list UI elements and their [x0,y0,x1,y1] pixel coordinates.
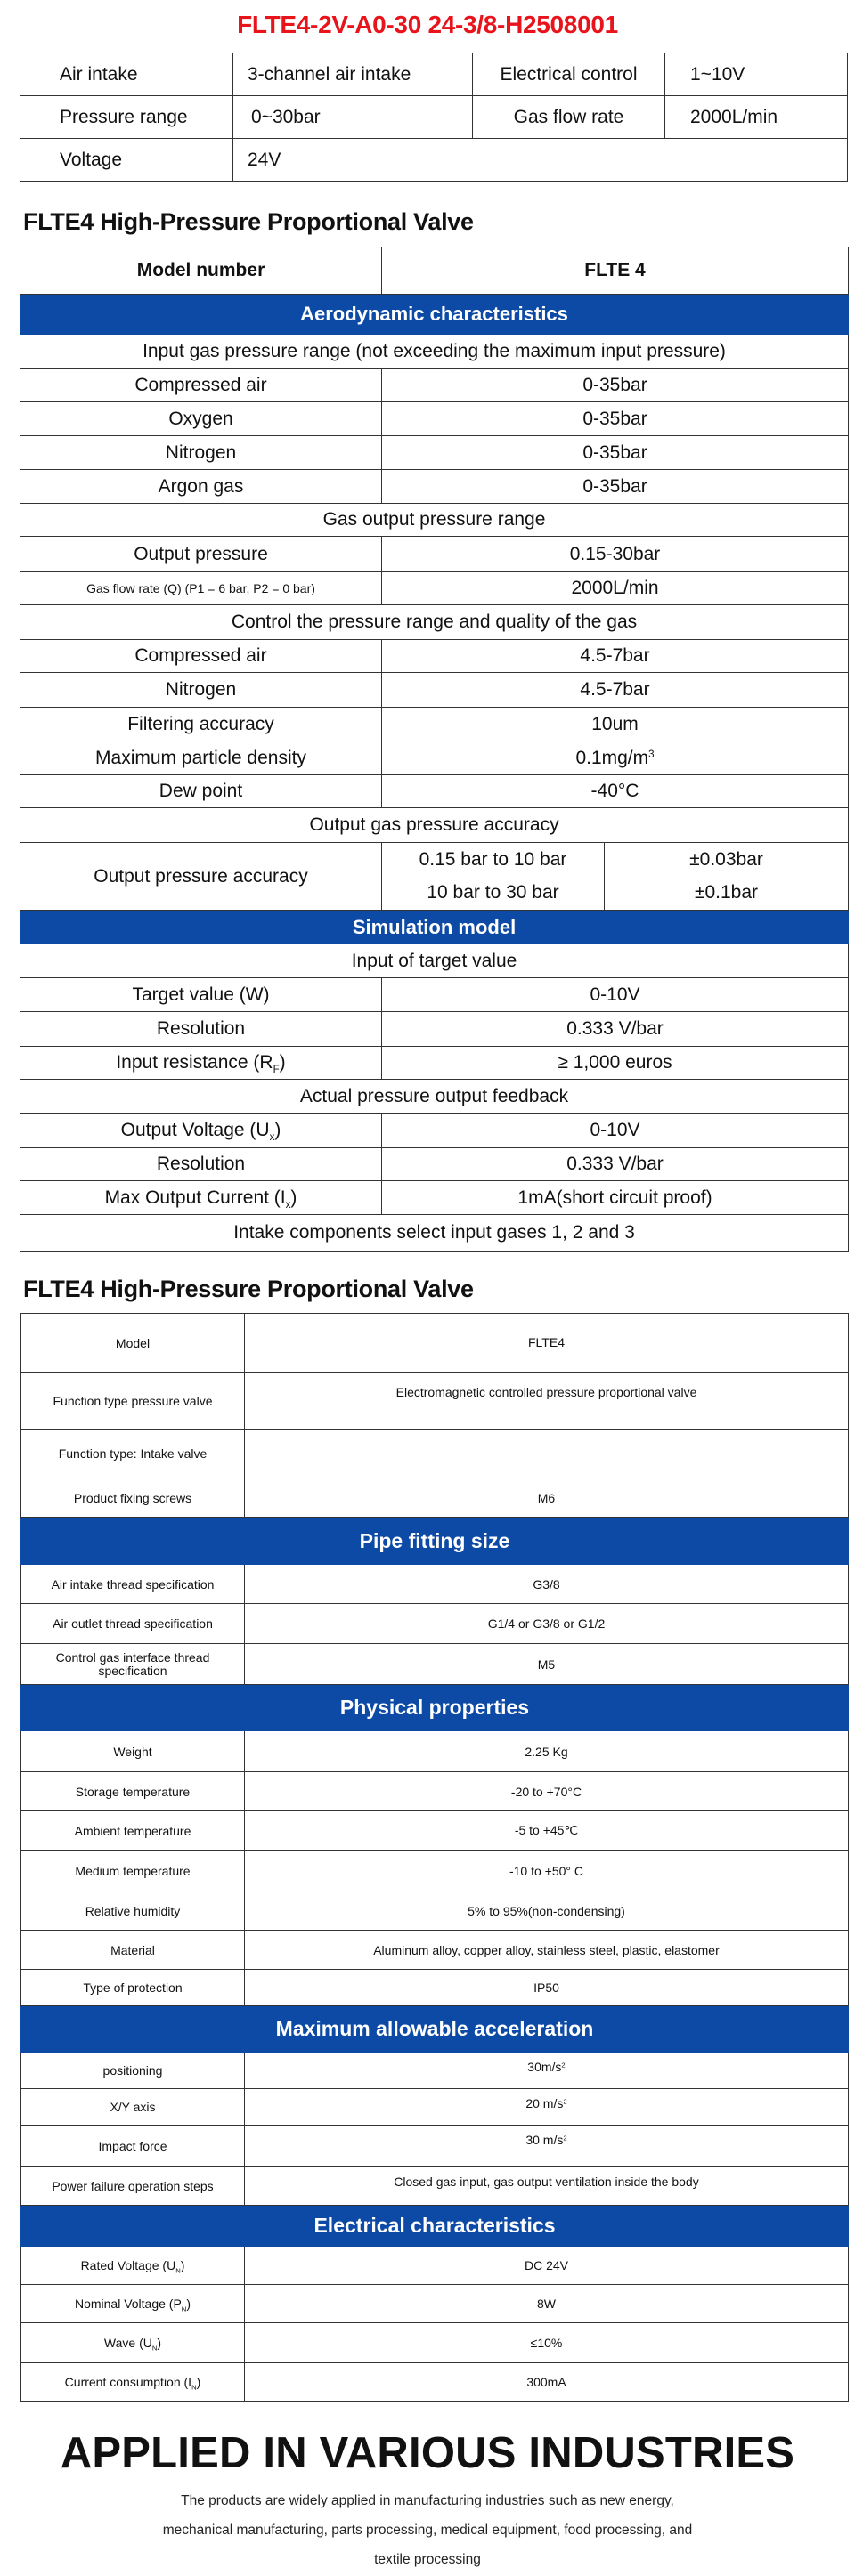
summary-label: Gas flow rate [473,96,665,139]
table-row [21,1811,849,1851]
table-row [21,2126,849,2167]
row-label [20,1148,382,1181]
label-tail: ) [290,1187,297,1208]
superscript: 3 [648,749,655,760]
table-row [20,1114,849,1148]
summary-table [20,53,848,182]
table-row [20,1148,849,1181]
row-label: Relative humidity [21,1891,245,1931]
subheading: Output gas pressure accuracy [20,808,849,843]
subheading-row [20,944,849,978]
row-value: M5 [245,1644,849,1685]
row-label: Material [21,1931,245,1970]
section-heading: FLTE4 High-Pressure Proportional Valve [23,1276,474,1302]
subscript: N [151,2344,158,2353]
table-row [21,1772,849,1811]
table-row [20,1181,849,1215]
label-tail: ) [196,2375,201,2389]
label-text: Output Voltage (U [120,1120,270,1140]
band-simulation [20,911,849,944]
intake-note: Intake components select input gases 1, 2 and 3 [20,1215,849,1252]
label-text: Nominal Voltage (P [74,2297,182,2311]
row-value: Electromagnetic controlled pressure proportional valve [245,1373,849,1430]
spec-table-general [20,1313,849,2402]
section-heading: FLTE4 High-Pressure Proportional Valve [23,208,474,235]
summary-value: 1~10V [665,53,848,96]
row-value: 5% to 95%(non-condensing) [245,1891,849,1931]
subheading: Actual pressure output feedback [20,1080,849,1114]
row-value: G3/8 [245,1565,849,1604]
row-label [20,1012,382,1047]
subheading-row [20,808,849,843]
subscript: N [191,2383,197,2392]
row-label: Ambient temperature [21,1811,245,1851]
row-value: 8W [245,2285,849,2323]
row-value [245,2089,849,2126]
row-value: Closed gas input, gas output ventilation inside the body [245,2167,849,2206]
row-value: ≤10% [245,2323,849,2363]
table-row [21,2363,849,2402]
table-row [21,2089,849,2126]
row-label [20,1047,382,1080]
description-line: textile processing [374,2552,481,2567]
row-label: Output pressure [20,537,382,572]
table-row [20,402,849,436]
row-label: Dew point [20,775,382,808]
row-value: IP50 [245,1970,849,2006]
row-label: Function type pressure valve [21,1373,245,1430]
label-tail: ) [274,1120,281,1140]
row-label: Model [21,1314,245,1373]
row-value: 10um [382,708,849,741]
summary-value: 2000L/min [665,96,848,139]
row-label: Weight [21,1731,245,1772]
label-tail: ) [279,1052,286,1073]
summary-value: 3-channel air intake [233,53,473,96]
row-value: -5 to +45℃ [245,1811,849,1851]
table-row [20,843,849,877]
row-label: Nitrogen [20,436,382,470]
row-label: Gas flow rate (Q) (P1 = 6 bar, P2 = 0 bar) [20,572,382,605]
accuracy-value: ±0.03bar [605,843,849,877]
label-tail: ) [180,2258,185,2272]
table-row [20,978,849,1012]
row-label: Type of protection [21,1970,245,2006]
table-row [21,1478,849,1518]
row-value: DC 24V [245,2247,849,2285]
table-row [20,1047,849,1080]
row-value: ≥ 1,000 euros [382,1047,849,1080]
description-line: The products are widely applied in manufacturing industries such as new energy, [181,2493,674,2508]
label-text: Max Output Current (I [104,1187,286,1208]
row-label: Impact force [21,2126,245,2167]
row-label [21,2363,245,2402]
summary-label: Pressure range [20,96,233,139]
row-value: 0-35bar [382,436,849,470]
row-value: 0-10V [382,978,849,1012]
row-label: Filtering accuracy [20,708,382,741]
model-label: Model number [20,247,382,295]
row-value: 0-35bar [382,369,849,402]
subheading: Input gas pressure range (not exceeding the maximum input pressure) [20,335,849,369]
band-title: Aerodynamic characteristics [20,295,849,335]
table-row [21,1565,849,1604]
subheading: Gas output pressure range [20,504,849,537]
row-label [20,1114,382,1148]
row-value: 0.333 V/bar [382,1012,849,1047]
row-label: Output pressure accuracy [20,843,382,911]
table-row [21,2167,849,2206]
subscript: F [273,1065,280,1076]
band-title: Simulation model [20,911,849,944]
row-label: Maximum particle density [20,741,382,775]
subheading-row [20,1080,849,1114]
table-row [20,369,849,402]
label-tail: ) [186,2297,191,2311]
row-value: G1/4 or G3/8 or G1/2 [245,1604,849,1644]
table-row [21,2285,849,2323]
row-label: Air outlet thread specification [21,1604,245,1644]
industries-heading: APPLIED IN VARIOUS INDUSTRIES [60,2429,795,2477]
row-value: 300mA [245,2363,849,2402]
label-text: Target value (W) [132,984,270,1005]
model-row [20,247,849,295]
row-label: Power failure operation steps [21,2167,245,2206]
table-row [21,2247,849,2285]
row-value [245,2053,849,2089]
table-row [20,673,849,708]
table-row [21,1604,849,1644]
row-label [21,2247,245,2285]
band-physical [21,1685,849,1731]
table-row [21,1891,849,1931]
subheading-row [20,504,849,537]
table-row [21,1931,849,1970]
table-row [21,1970,849,2006]
row-label: positioning [21,2053,245,2089]
row-value [245,1430,849,1478]
summary-row [20,96,848,139]
row-label: Argon gas [20,470,382,504]
row-value: M6 [245,1478,849,1518]
table-row [20,572,849,605]
band-title: Electrical characteristics [21,2206,849,2247]
summary-row [20,53,848,96]
row-value: 2000L/min [382,572,849,605]
table-row [21,1373,849,1430]
row-value: 1mA(short circuit proof) [382,1181,849,1215]
note-row [20,1215,849,1252]
row-value: 4.5-7bar [382,640,849,673]
row-label: Compressed air [20,369,382,402]
row-label: Compressed air [20,640,382,673]
band-aerodynamic [20,295,849,335]
label-text: Wave (U [103,2336,152,2350]
row-label: Oxygen [20,402,382,436]
row-label [21,2323,245,2363]
row-label: Control gas interface thread specification [21,1644,245,1685]
label-text: Input resistance (R [116,1052,273,1073]
label-text: Current consumption (I [64,2375,192,2389]
value-text: 30m/s [527,2060,562,2074]
row-label [20,1181,382,1215]
label-text: Resolution [156,1154,246,1174]
subheading-row [20,605,849,640]
range-value: 10 bar to 30 bar [382,877,605,911]
band-electrical [21,2206,849,2247]
table-row [20,775,849,808]
row-label: Nitrogen [20,673,382,708]
label-tail: ) [157,2336,162,2350]
row-value: 0.333 V/bar [382,1148,849,1181]
accuracy-value: ±0.1bar [605,877,849,911]
table-row [20,537,849,572]
label-text: Resolution [156,1018,246,1039]
table-row [20,741,849,775]
row-value: 0-35bar [382,402,849,436]
row-label: Medium temperature [21,1851,245,1891]
row-label: X/Y axis [21,2089,245,2126]
range-value: 0.15 bar to 10 bar [382,843,605,877]
row-label: Storage temperature [21,1772,245,1811]
table-row [20,436,849,470]
subscript: x [269,1132,275,1144]
subheading: Input of target value [20,944,849,978]
subheading-row [20,335,849,369]
row-label [20,978,382,1012]
subscript: N [181,2305,187,2313]
value-text: 30 m/s [525,2133,564,2147]
row-label: Air intake thread specification [21,1565,245,1604]
description-line: mechanical manufacturing, parts processing, medical equipment, food processing, and [162,2523,693,2538]
table-row [21,1731,849,1772]
row-label [21,2285,245,2323]
label-text: Rated Voltage (U [80,2258,176,2272]
band-title: Pipe fitting size [21,1518,849,1565]
row-label: Function type: Intake valve [21,1430,245,1478]
row-value: -40°C [382,775,849,808]
table-row [20,640,849,673]
subscript: N [175,2266,181,2275]
band-pipe-fitting [21,1518,849,1565]
row-label: Product fixing screws [21,1478,245,1518]
table-row [20,708,849,741]
summary-row [20,139,848,182]
value-text: 20 m/s [525,2096,564,2110]
superscript: 2 [563,2097,567,2106]
summary-value: 0~30bar [233,96,473,139]
product-code-title: FLTE4-2V-A0-30 24-3/8-H2508001 [237,11,618,38]
row-value [245,2126,849,2167]
subheading: Control the pressure range and quality of the gas [20,605,849,640]
summary-label: Electrical control [473,53,665,96]
value-text: 0.1mg/m [575,747,649,768]
model-value: FLTE 4 [382,247,849,295]
row-value: FLTE4 [245,1314,849,1373]
superscript: 2 [563,2134,567,2143]
industries-description [0,2486,855,2574]
row-value [382,741,849,775]
table-row [21,2323,849,2363]
table-row [21,1644,849,1685]
spec-table-pressure [20,247,849,1252]
row-value: 4.5-7bar [382,673,849,708]
subscript: x [285,1199,291,1211]
row-value: 2.25 Kg [245,1731,849,1772]
row-value: 0.15-30bar [382,537,849,572]
row-value: 0-35bar [382,470,849,504]
band-title: Maximum allowable acceleration [21,2006,849,2053]
table-row [21,1851,849,1891]
summary-label: Air intake [20,53,233,96]
summary-label: Voltage [20,139,233,182]
row-value: -10 to +50° C [245,1851,849,1891]
row-value: 0-10V [382,1114,849,1148]
band-title: Physical properties [21,1685,849,1731]
table-row [20,1012,849,1047]
table-row [21,1314,849,1373]
row-value: Aluminum alloy, copper alloy, stainless steel, plastic, elastomer [245,1931,849,1970]
superscript: 2 [561,2061,566,2070]
table-row [21,2053,849,2089]
table-row [20,470,849,504]
summary-value: 24V [233,139,848,182]
row-value: -20 to +70°C [245,1772,849,1811]
table-row [21,1430,849,1478]
band-acceleration [21,2006,849,2053]
